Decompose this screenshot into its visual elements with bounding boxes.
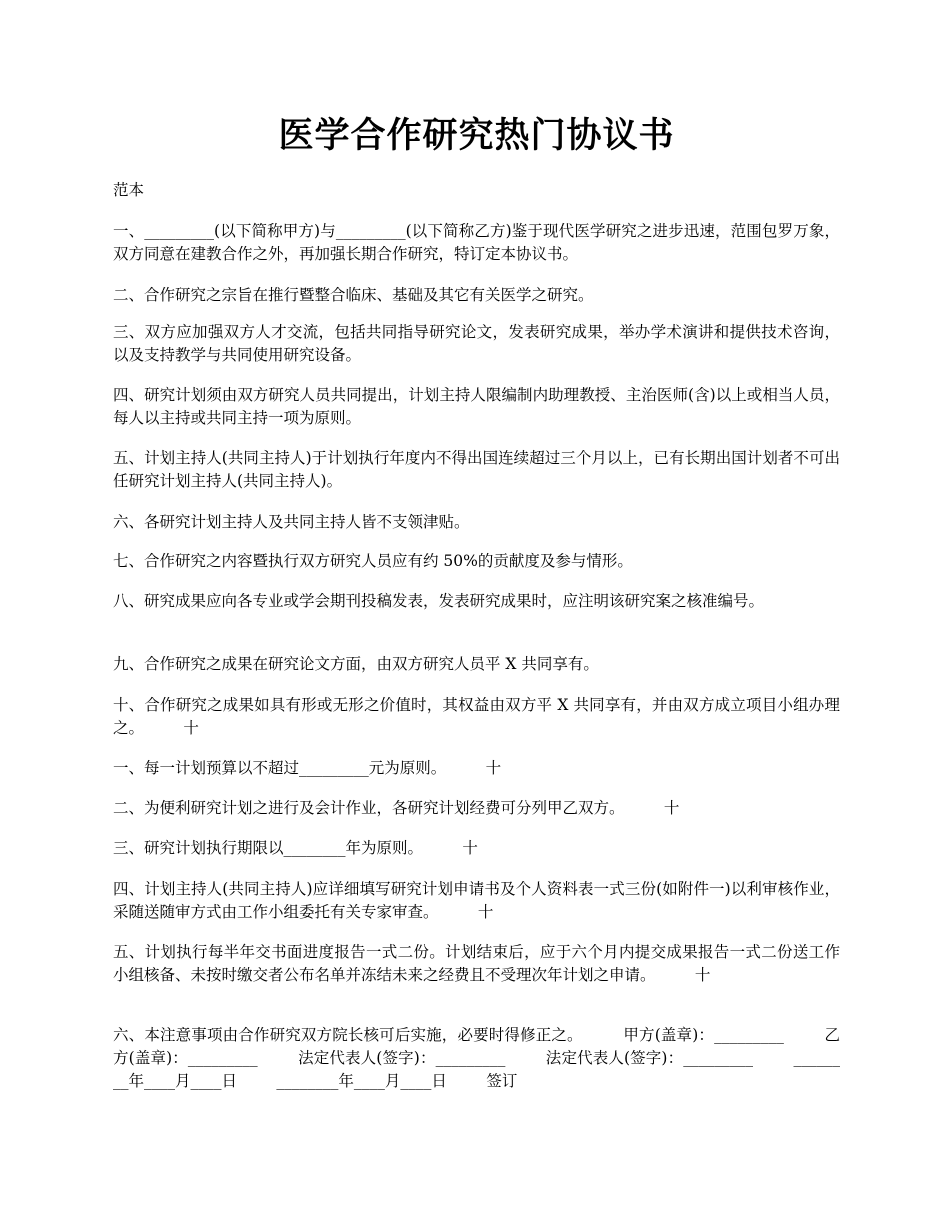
- clause-6: 六、各研究计划主持人及共同主持人皆不支领津贴。: [113, 513, 470, 531]
- clause-12: 二、为便利研究计划之进行及会计作业，各研究计划经费可分列甲乙双方。 十: [113, 799, 680, 817]
- document-title: 医学合作研究热门协议书: [278, 115, 675, 156]
- clause-10: 十、合作研究之成果如具有形或无形之价值时，其权益由双方平 X 共同享有，并由双方成立项目小组办理之。 十: [113, 696, 840, 737]
- clause-14: 四、计划主持人(共同主持人)应详细填写研究计划申请书及个人资料表一式三份(如附件一)以利审核作业，采随送随审方式由工作小组委托有关专家审查。 十: [113, 880, 840, 921]
- clause-1: 一、_________(以下简称甲方)与_________(以下简称乙方)鉴于现代医学研究之进步迅速，范围包罗万象，双方同意在建教合作之外，再加强长期合作研究，特订定本协议书。: [113, 222, 840, 263]
- clause-9: 九、合作研究之成果在研究论文方面，由双方研究人员平 X 共同享有。: [113, 655, 599, 673]
- document-label: 范本: [113, 181, 145, 199]
- clause-5: 五、计划主持人(共同主持人)于计划执行年度内不得出国连续超过三个月以上，已有长期出国计划者不可出任研究计划主持人(共同主持人)。: [113, 449, 840, 490]
- clause-16-signatures: 六、本注意事项由合作研究双方院长核可后实施，必要时得修正之。 甲方(盖章)：_________ 乙方(盖章)：_________ 法定代表人(签字)：_________ 法定代表人(签字)：_________ ________年____月____日 ________年____月____日 签订: [113, 1026, 840, 1090]
- clause-13: 三、研究计划执行期限以________年为原则。 十: [113, 839, 478, 857]
- clause-15: 五、计划执行每半年交书面进度报告一式二份。计划结束后，应于六个月内提交成果报告一式二份送工作小组核备、未按时缴交者公布名单并冻结未来之经费且不受理次年计划之申请。 十: [113, 943, 840, 984]
- clause-11: 一、每一计划预算以不超过_________元为原则。 十: [113, 759, 502, 777]
- clause-2: 二、合作研究之宗旨在推行暨整合临床、基础及其它有关医学之研究。: [113, 286, 594, 304]
- clause-7: 七、合作研究之内容暨执行双方研究人员应有约 50%的贡献度及参与情形。: [113, 552, 633, 570]
- clause-3: 三、双方应加强双方人才交流，包括共同指导研究论文，发表研究成果，举办学术演讲和提供技术咨询，以及支持教学与共同使用研究设备。: [113, 323, 840, 364]
- clause-8: 八、研究成果应向各专业或学会期刊投稿发表，发表研究成果时，应注明该研究案之核准编号。: [113, 592, 765, 610]
- clause-4: 四、研究计划须由双方研究人员共同提出，计划主持人限编制内助理教授、主治医师(含)以上或相当人员，每人以主持或共同主持一项为原则。: [113, 386, 840, 427]
